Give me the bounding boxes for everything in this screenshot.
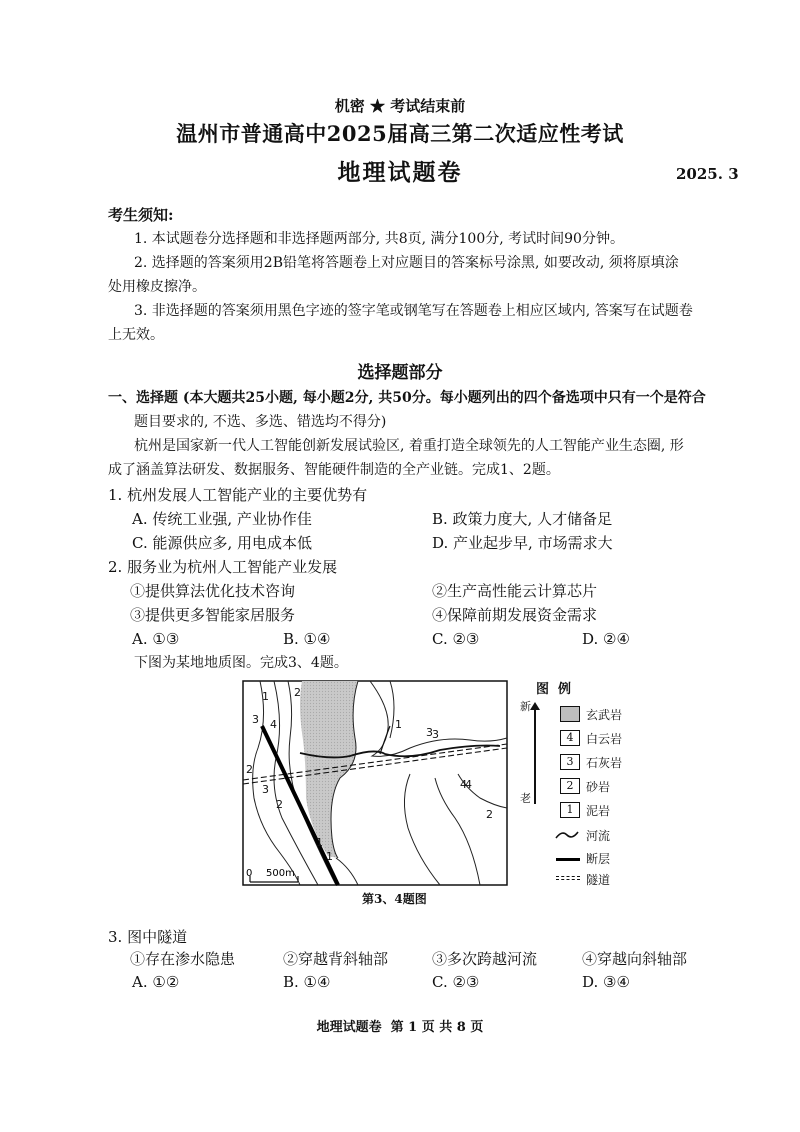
- q1-stem: 1. 杭州发展人工智能产业的主要优势有: [108, 486, 368, 504]
- exam-title: 温州市普通高中2025届高三第二次适应性考试: [176, 121, 624, 146]
- q2-option-b: B. ①④: [283, 630, 331, 648]
- map-caption: 第3、4题图: [362, 892, 427, 906]
- q3-stem: 3. 图中隧道: [108, 928, 188, 946]
- q1-option-d: D. 产业起步早, 市场需求大: [432, 534, 613, 552]
- map-legend: [520, 678, 650, 888]
- q2-item-2: ②生产高性能云计算芯片: [432, 582, 598, 600]
- legend-limestone-swatch: 3: [560, 754, 580, 770]
- legend-basalt-label: 玄武岩: [586, 708, 623, 722]
- q3-item-2: ②穿越背斜轴部: [283, 950, 389, 968]
- map-region-label: 4: [270, 718, 277, 731]
- map-region-label: 3: [432, 728, 439, 741]
- q3-item-4: ④穿越向斜轴部: [582, 950, 688, 968]
- legend-tunnel-label: 隧道: [586, 873, 611, 887]
- confidential-label: 机密 ★ 考试结束前: [334, 97, 466, 115]
- q3-option-c: C. ②③: [432, 973, 480, 991]
- passage-2: 下图为某地地质图。完成3、4题。: [134, 655, 348, 671]
- q2-option-d: D. ②④: [582, 630, 630, 648]
- legend-limestone-label: 石灰岩: [586, 756, 623, 770]
- passage-1-line-2: 成了涵盖算法研发、数据服务、智能硬件制造的全产业链。完成1、2题。: [108, 462, 560, 478]
- section-title: 选择题部分: [357, 363, 443, 383]
- q2-item-1: ①提供算法优化技术咨询: [130, 582, 296, 600]
- q3-item-1: ①存在渗水隐患: [130, 950, 236, 968]
- map-region-label: 4: [465, 778, 472, 791]
- legend-dolomite-swatch: 4: [560, 730, 580, 746]
- map-region-label: 3: [252, 713, 259, 726]
- subject-title: 地理试题卷: [337, 159, 463, 186]
- q3-option-a: A. ①②: [132, 973, 180, 991]
- scale-zero: 0: [246, 868, 253, 879]
- map-region-label: 1: [326, 850, 333, 863]
- notice-item-1: 1. 本试题卷分选择题和非选择题两部分, 共8页, 满分100分, 考试时间90分钟。: [134, 231, 624, 247]
- map-region-label: 2: [276, 798, 283, 811]
- legend-basalt-swatch: [560, 706, 580, 722]
- section-instruction-1: 一、选择题 (本大题共25小题, 每小题2分, 共50分。每小题列出的四个备选项中只有一个是符合: [108, 390, 706, 406]
- q2-option-a: A. ①③: [132, 630, 180, 648]
- map-region-label: 1: [395, 718, 402, 731]
- legend-dolomite-label: 白云岩: [586, 732, 623, 746]
- scale-label: 500m: [266, 868, 295, 879]
- map-region-label: 4: [460, 778, 467, 791]
- q1-option-a: A. 传统工业强, 产业协作佳: [132, 510, 312, 528]
- legend-sandstone-swatch: 2: [560, 778, 580, 794]
- notice-heading: 考生须知:: [108, 206, 174, 224]
- legend-river-icon: [554, 828, 580, 842]
- section-instruction-2: 题目要求的, 不选、多选、错选均不得分): [134, 414, 387, 430]
- legend-mudstone-label: 泥岩: [586, 804, 611, 818]
- legend-age-arrow: [534, 708, 536, 804]
- exam-date: 2025. 3: [676, 165, 739, 183]
- legend-mudstone-swatch: 1: [560, 802, 580, 818]
- legend-tunnel-icon: [556, 876, 580, 880]
- q3-option-d: D. ③④: [582, 973, 630, 991]
- passage-1-line-1: 杭州是国家新一代人工智能创新发展试验区, 着重打造全球领先的人工智能产业生态圈, 形: [134, 438, 684, 454]
- notice-item-2-cont: 处用橡皮擦净。: [108, 279, 206, 295]
- map-region-label: 1: [262, 690, 269, 703]
- legend-new-label: 新: [520, 700, 531, 713]
- legend-arrow-head: [530, 702, 540, 710]
- geology-map: [240, 678, 510, 888]
- page-footer: 地理试题卷 第 1 页 共 8 页: [316, 1020, 484, 1035]
- map-region-label: 2: [246, 763, 253, 776]
- q1-option-b: B. 政策力度大, 人才储备足: [432, 510, 613, 528]
- legend-fault-icon: [556, 858, 580, 861]
- q2-option-c: C. ②③: [432, 630, 480, 648]
- q2-item-4: ④保障前期发展资金需求: [432, 606, 598, 624]
- q3-option-b: B. ①④: [283, 973, 331, 991]
- legend-sandstone-label: 砂岩: [586, 780, 611, 794]
- legend-river-label: 河流: [586, 829, 611, 843]
- map-region-label: 3: [426, 726, 433, 739]
- map-region-label: 2: [294, 686, 301, 699]
- notice-item-3-cont: 上无效。: [108, 327, 164, 343]
- map-region-label: 1: [316, 836, 323, 849]
- legend-old-label: 老: [520, 792, 531, 805]
- legend-fault-label: 断层: [586, 852, 611, 866]
- notice-item-3: 3. 非选择题的答案须用黑色字迹的签字笔或钢笔写在答题卷上相应区域内, 答案写在试题卷: [134, 303, 693, 319]
- q2-stem: 2. 服务业为杭州人工智能产业发展: [108, 558, 338, 576]
- legend-title: 图 例: [536, 682, 572, 697]
- q2-item-3: ③提供更多智能家居服务: [130, 606, 296, 624]
- map-region-label: 3: [262, 783, 269, 796]
- notice-item-2: 2. 选择题的答案须用2B铅笔将答题卷上对应题目的答案标号涂黑, 如要改动, 须将原填涂: [134, 255, 679, 271]
- q3-item-3: ③多次跨越河流: [432, 950, 538, 968]
- q1-option-c: C. 能源供应多, 用电成本低: [132, 534, 313, 552]
- map-region-label: 2: [486, 808, 493, 821]
